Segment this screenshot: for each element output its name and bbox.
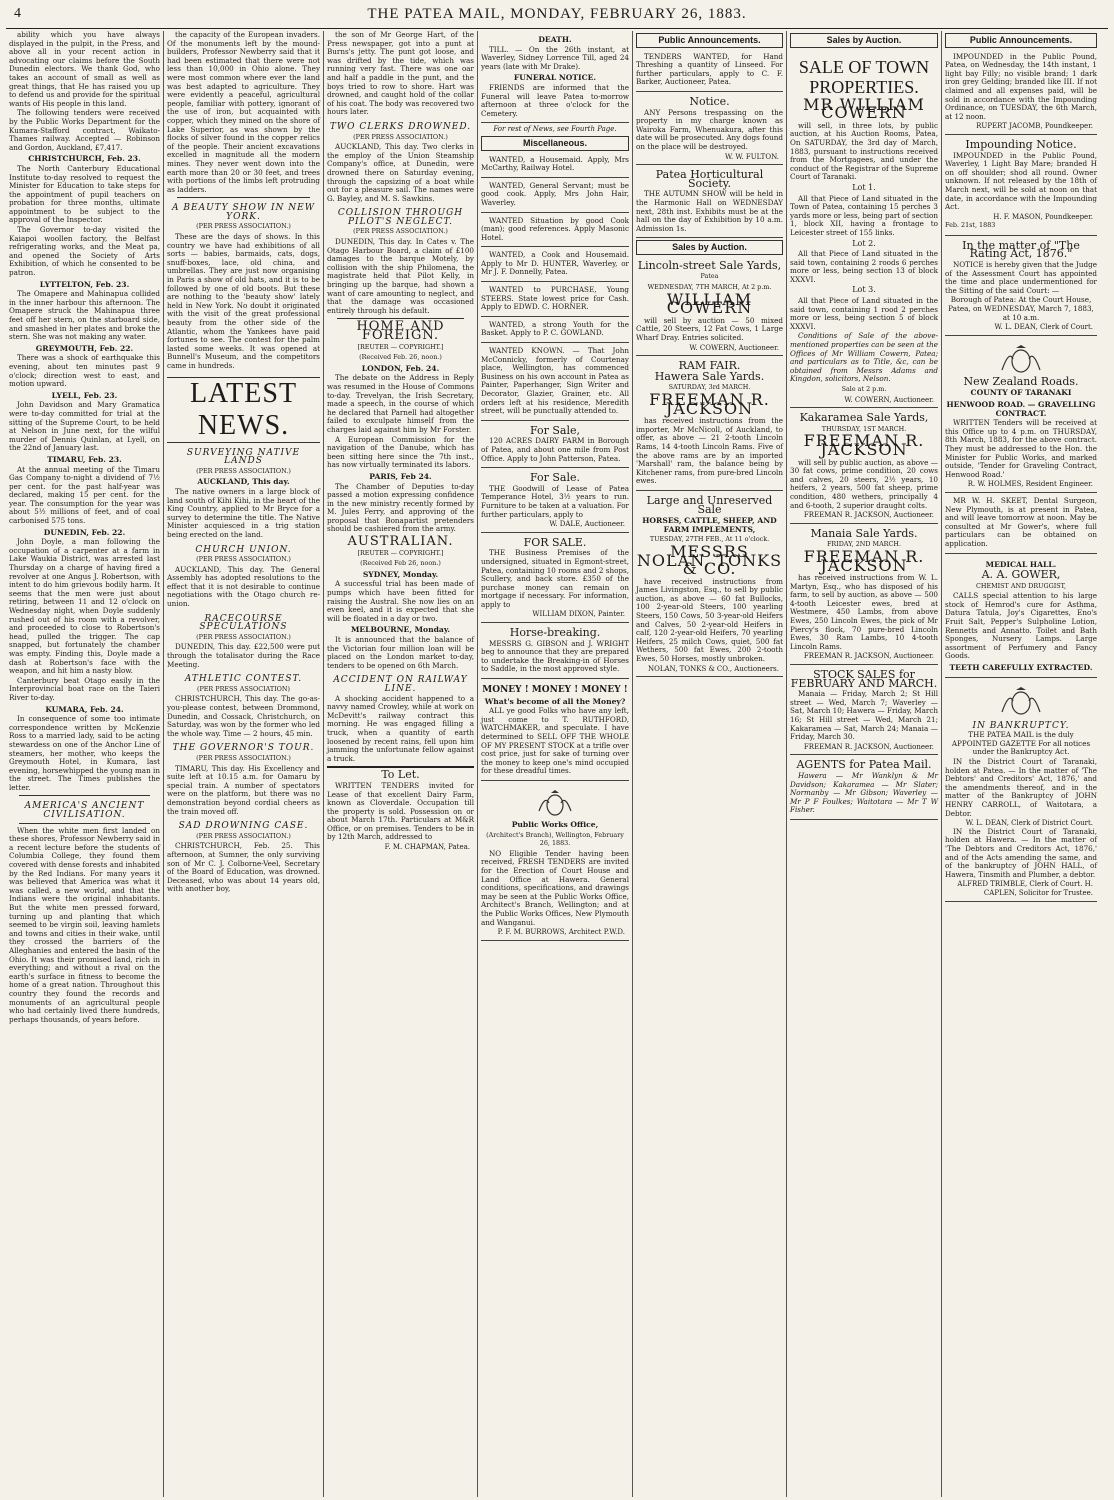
ad-signature: W. L. DEAN, Clerk of District Court. (965, 819, 1093, 828)
article-paragraph: A European Commission for the navigation of the Danube, which has been sitting here since the 7th inst., has now virtually terminated its labors. (327, 434, 474, 470)
dateline: PARIS, Feb 24. (369, 471, 432, 481)
ad-heading: MONEY ! MONEY ! MONEY ! (482, 685, 628, 696)
horticultural-ad (636, 167, 783, 238)
auction-ad (636, 258, 783, 356)
ad-body: Manaia — Friday, March 2; St Hill street — Wed, March 7; Waverley — Sat, March 10; Hawera — Friday, March 16; St Hill street — Wed, March 21; Kakaramea — Sat, March 24; Manaia — Friday, March 30. (790, 689, 938, 742)
impound-notice (945, 137, 1097, 236)
auctioneer-name: FREEMAN R. JACKSON (649, 390, 770, 418)
ad-body: NO Eligible Tender having been received, FRESH TENDERS are invited for the Erection of Court House and Land Office at Hawera. General conditions, specifications, and drawings may be seen at the Public Works Office, Architect's Branch, Wellington; and at the Public Works Offices, New Plymouth and Wanganui. (481, 848, 629, 927)
ad-body: 120 ACRES DAIRY FARM in Borough of Patea, and about one mile from Post Office. Apply to John Patterson, Patea. (481, 436, 629, 463)
ad-subheading: What's become of all the Money? (484, 696, 626, 706)
horse-breaking-ad (481, 625, 629, 679)
ad-heading: Public Works Office, (511, 819, 599, 829)
press-credit: (PER PRESS ASSOCIATION.) (196, 632, 291, 641)
ad-body: MESSRS G. GIBSON and J. WRIGHT beg to announce that they are prepared to undertake the Breaking-in of Horses to Saddle, in the most approved style. (481, 638, 629, 674)
auction-ad (636, 493, 783, 677)
ad-body: WANTED, a Cook and Housemaid. Apply to Mr D. HUNTER, Waverley, or Mr J. F. Donnelly, Patea. (481, 250, 629, 277)
ad-body: THE AUTUMN SHOW will be held in the Harmonic Hall on WEDNESDAY next, 28th inst. Exhibits must be at the hall on the day of Exhibition by 10 a.m. Admission 1s. (636, 189, 783, 233)
ad-body: WANTED, General Servant; must be good cook. Apply, Mrs John Hair, Waverley. (481, 180, 629, 207)
ad-body: will sell, in three lots, by public auction, at his Auction Rooms, Patea, On SATURDAY, the 3rd day of March, 1883, pursuant to instructions received from the Mortgagees, and under the conduct of the Registrar of the Supreme Court of Taranaki. (790, 120, 938, 182)
column-4 (478, 31, 633, 1497)
column-6 (787, 31, 942, 1497)
article-headline: ATHLETIC CONTEST. (184, 674, 303, 685)
press-credit: (PER PRESS ASSOCIATION.) (196, 555, 291, 564)
article-paragraph: ability which you have always displayed in the pulpit, in the Press, and above all in your recent action in advocating our claims before the South Dunedin electors. We thank God, who takes an account of small as well as great things, that He has raised you up to defend us and provide for the spiritual wants of His people in this land. (9, 31, 160, 108)
section-heading: Sales by Auction. (790, 33, 938, 48)
australian-headline: AUSTRALIAN. (347, 534, 454, 550)
ad-heading: AGENTS for Patea Mail. (796, 758, 932, 772)
press-credit: (PER PRESS ASSOCIATION.) (196, 466, 291, 475)
public-works-ad (481, 783, 629, 941)
notice-heading: DEATH. (538, 35, 572, 44)
ad-detail: Borough of Patea: At the Court House, Patea, on WEDNESDAY, March 7, 1883, at 10 a.m. (948, 295, 1094, 322)
ad-heading: Manaia Sale Yards. (810, 526, 918, 540)
ad-body: TENDERS WANTED, for Hand Threshing a quantity of Linseed. For further particulars, apply to C. F. Barker, Auctioneer, Patea. (636, 51, 783, 87)
article-headline: CHURCH UNION. (195, 544, 292, 555)
press-credit: (PER PRESS ASSOCIATION) (196, 684, 291, 693)
auctioneer-name: MESSRS NOLAN, TONKS & CO. (636, 541, 783, 579)
article-paragraph: The Governor to-day visited the Kaiapoi woollen factory, the Belfast refrigerating works, and the Meat pa, and opened the Society of Arts Exhibition, of which he consented to be patron. (9, 225, 160, 278)
divider (177, 197, 310, 198)
ad-body: has received instructions from the importer, Mr McNicoll, of Auckland, to offer, as above — 21 2-tooth Lincoln Rams, 14 4-tooth Lincoln Rams. Five of the above rams are by an imported 'Marshall' ram, the balance being by Kitchener rams, from pure-bred Lincoln ewes. (636, 416, 783, 486)
column-2 (164, 31, 324, 1497)
dateline: MELBOURNE, Monday. (350, 625, 451, 635)
auction-ad (790, 526, 938, 665)
ad-subheading: CHEMIST AND DRUGGIST, (975, 581, 1067, 590)
classified-ad (481, 284, 629, 317)
ad-body: WANTED to PURCHASE, Young STEERS. State lowest price for Cash. Apply to EDWD. C. HORNER. (481, 285, 629, 312)
article-paragraph: John Doyle, a man following the occupation of a carpenter at a farm in Lake Waukia District, was arrested last Thursday on a charge of having fired a revolver at one Angus J. Robertson, with intent to do him grievous bodily harm. It seems that the men were just about retiring, between 11 and 12 o'clock on Wednesday night, when Doyle suddenly rushed out of his room with a revolver, and proceeded to close to Robertson's head, pulled the trigger. The cap snapped, but fortunately the chamber was empty. Finding this, Doyle made a dash at Robertson's face with the weapon, and hit him a nasty blow. (9, 537, 160, 676)
article-paragraph: In consequence of some too intimate correspondence written by McKenzie Ross to a married lady, said to be acting stewardess on one of the Anchor Line of steamers, her mother, who keeps the Greymouth Hotel, in Kumara, last evening, horsewhipped the young man in the street. The Times publishes the letter. (9, 714, 160, 792)
press-credit: (PER PRESS ASSOCIATION.) (196, 753, 291, 762)
ad-signature: W. L. DEAN, Clerk of Court. (994, 323, 1093, 332)
agents-ad (790, 757, 938, 820)
article-paragraph: The debate on the Address in Reply was resumed in the House of Commons to-day. Trevelyan, the Irish Secretary, made a speech, in the course of which he declared that Parnell had altogether failed to exculpate himself from the charges laid against him by Mr Forster. (327, 373, 474, 434)
ad-body: IMPOUNDED in the Public Pound, Patea, on Wednesday, the 14th instant, 1 light bay Filly; no visible brand; 1 dark iron grey Gelding; branded like III. If not claimed and all expenses paid, will be sold in accordance with the Impounding Ordinance, on TUESDAY, the 6th March, at 12 noon. (945, 51, 1097, 121)
ad-body: have received instructions from James Livingston, Esq., to sell by public auction, as above — 60 fat Bullocks, 100 2-year-old Steers, 100 yearling Steers, 150 Cows, 50 3-year-old Heifers and Calves, 50 2-year-old Heifers in calf, 120 2-year-old Heifers, 70 yearling Heifers, 25 milch Cows, quiet, 500 fat Wethers, 500 fat Ewes, 200 2-tooth Ewes, 50 Horses, mostly unbroken. (636, 576, 783, 664)
article-paragraph: There was a shock of earthquake this evening, about ten minutes past 9 o'clock; direction west to east, and motion upward. (9, 353, 160, 389)
section-heading: Miscellaneous. (481, 136, 629, 151)
press-credit: (PER PRESS ASSOCIATION.) (196, 831, 291, 840)
column-7 (942, 31, 1100, 1497)
column-1 (6, 31, 164, 1497)
lot-heading: Lot 1. (852, 182, 876, 192)
roads-notice (945, 338, 1097, 493)
classified-ad (481, 154, 629, 178)
ad-body: will sell by auction — 50 mixed Cattle, 20 Steers, 12 Fat Cows, 1 Large Wharf Dray. Entries solicited. (636, 315, 783, 343)
for-sale-ad (481, 423, 629, 468)
article-paragraph: The Chamber of Deputies to-day passed a motion expressing confidence in the new ministry recently formed by M. Jules Ferry, and approving of the proposal that Bonapartist pretenders should be cashiered from the army. (327, 481, 474, 534)
ad-heading: RAM FAIR. (678, 359, 741, 373)
sale-date: TUESDAY, 27TH FEB., At 11 o'clock. (649, 535, 770, 544)
article-paragraph: DUNEDIN, This day. In Cates v. The Otago Harbour Board, a claim of £100 damages to the barque Motely, by collision with the ship Philomena, the magistrate held that Pilot Kelly, in bringing up the barque, had shown a want of care amounting to neglect, and that the damage was occasioned entirely through his default. (327, 237, 474, 315)
lot-body: All that Piece of Land situated in the said town, containing 1 rood 2 perches more or less, being section 5 of block XXXVI. (790, 296, 938, 331)
column-5 (633, 31, 787, 1497)
article-headline: SURVEYING NATIVE LANDS (186, 447, 301, 467)
article-paragraph: Canterbury beat Otago easily in the Interprovincial boat race on the Taieri River to-day. (9, 675, 160, 702)
sale-date: THURSDAY, 1ST MARCH. (821, 424, 907, 433)
ad-heading: SALE OF TOWN PROPERTIES. (798, 56, 930, 97)
ad-heading: For Sale, (529, 423, 581, 437)
town-properties-ad (790, 51, 938, 409)
dateline: SYDNEY, Monday. (362, 569, 439, 579)
latest-news-banner: LATEST NEWS. (167, 377, 320, 443)
ad-heading: Patea Horticultural Society. (655, 168, 764, 190)
notice-date: Feb. 21st, 1883 (945, 221, 996, 230)
ad-signature: W. COWERN, Auctioneer. (844, 395, 934, 404)
columns (6, 31, 1108, 1497)
ad-subheading: COUNTY OF TARANAKI (970, 388, 1072, 398)
gazette-note: THE PATEA MAIL is the duly APPOINTED GAZETTE For all notices under the Bankruptcy Act. (951, 730, 1091, 757)
article-headline: ACCIDENT ON RAILWAY LINE. (333, 675, 468, 694)
ad-signature: R. W. HOLMES, Resident Engineer. (967, 480, 1093, 489)
classified-ad (481, 345, 629, 421)
column-3 (324, 31, 478, 1497)
press-credit: (PER PRESS ASSOCIATION.) (353, 227, 448, 236)
ad-body: Hawera — Mr Wanklyn & Mr Davidson; Kakaramea — Mr Slater; Normanby — Mr Gibson; Waverley — Mr P F Foulkes; Waitotara — Mr T W Fisher. (790, 770, 938, 815)
medical-hall-ad (945, 556, 1097, 678)
divider (19, 795, 150, 796)
ad-body: THE Business Premises of the undersigned, situated in Egmont-street, Patea, containing 10 rooms and 2 shops, Scullery, and back store. £350 of the purchase money can remain on mortgage if necessary. For information, apply to (481, 548, 629, 609)
article-headline: A BEAUTY SHOW IN NEW YORK. (172, 203, 315, 222)
ad-signature: FREEMAN R. JACKSON, Auctioneer. (803, 511, 934, 520)
ad-heading: Lincoln-street Sale Yards, (637, 258, 782, 272)
ad-body: WANTED, a Housemaid. Apply, Mrs McCarthy, Railway Hotel. (481, 154, 629, 173)
dateline: LYTTELTON, Feb. 23. (39, 279, 130, 289)
money-ad (481, 681, 629, 781)
article-paragraph: the capacity of the European invaders. Of the monuments left by the mound-builders, Professor Newberry said that it had been estimated that there were not less than 10,000 in Ohio alone. They were most common where ever the land was best adapted to agriculture. They were evidently a peaceful, agricultural people, familiar with pottery, ignorant of the use of iron, but acquainted with copper, which they mined on the shore of Lake Superior, as was shown by the flocks of silver found in the copper relics of the people. Their ancient excavations excelled in magnitude all the modern mines. They never went down into the earth more than 20 or 30 feet, and trees with portions of the limbs left protruding as ladders. (167, 31, 320, 194)
ad-signature: FREEMAN R. JACKSON, Auctioneer. (803, 652, 934, 661)
article-paragraph: It is announced that the balance of the Victorian four million loan will be placed on the London market to-day, tenders to be opened on 6th March. (327, 635, 474, 670)
article-paragraph: the son of Mr George Hart, of the Press newspaper, got into a punt at Burns's jetty. The punt got loose, and was drifted by the tide, which was running very fast. There was one oar and half a paddle in the punt, and the boys tried to row to shore. Hart was drowned, and caught hold of the collar of his coat. The body was recovered two hours later. (327, 31, 474, 117)
dateline: CHRISTCHURCH, Feb. 23. (28, 154, 141, 164)
ad-signature: RUPERT JACOMB, Poundkeeper. (976, 122, 1093, 131)
coat-of-arms-icon (535, 789, 575, 817)
ad-body: MR W. H. SKEET, Dental Surgeon, New Plymouth, is at present in Patea, and will leave tomorrow at noon. May be consulted at Mr Gower's, where full particulars can be obtained on application. (945, 495, 1097, 548)
article-paragraph: A shocking accident happened to a navvy named Crowley, while at work on McDevitt's railway contract this morning. He was engaged filling a truck, when a quantity of earth loosened by recent rains, fell upon him jamming the unfortunate fellow against a truck. (327, 693, 474, 763)
article-paragraph: AUCKLAND, This day. The General Assembly has adopted resolutions to the effect that it is not desirable to continue negotiations with the Otago church re-union. (167, 564, 320, 609)
article-paragraph: John Davidson and Mary Gramatica were to-day committed for trial at the sitting of the Supreme Court, to be held at Nelson in June next, for the wilful murder of Dennis Quinlan, at Lyell, on the 22nd of January last. (9, 400, 160, 453)
article-paragraph: The North Canterbury Educational Institute to-day resolved to request the Minister for Education to take steps for the appointment of pupil teachers on probation for three months, ultimate appointment to be subject to the approval of the Inspector. (9, 163, 160, 225)
ad-heading: Large and Unreserved Sale (646, 493, 773, 516)
ad-body: NOTICE is hereby given that the Judge of the Assessment Court has appointed the time and place undermentioned for the Sitting of the said Court: — (945, 260, 1097, 295)
ad-subheading: (Architect's Branch), Wellington, February 26, 1883. (486, 830, 624, 848)
section-heading: Public Announcements. (636, 33, 783, 48)
for-sale-ad (481, 535, 629, 623)
ad-subheading: Patea (700, 272, 719, 281)
ad-signature: NOLAN, TONKS & CO., Auctioneers. (647, 664, 779, 673)
death-notice (481, 31, 629, 123)
ad-signature: ALFRED TRIMBLE, Clerk of Court. H. CAPLEN, Solicitor for Trustee. (957, 880, 1093, 897)
sale-date: SATURDAY, 3rd MARCH. (668, 383, 751, 392)
section-heading: Public Announcements. (945, 33, 1097, 48)
article-headline: SAD DROWNING CASE. (178, 821, 309, 832)
ad-heading: STOCK SALES for FEBRUARY AND MARCH. (790, 668, 938, 690)
article-paragraph: The native owners in a large block of land south of Kihi Kihi, in the heart of the King Country, applied to Mr Bryce for a survey to determine the title. The Native Minister acquiesced in a trig station being erected on the land. (167, 486, 320, 539)
auctioneer-name: FREEMAN R. JACKSON (803, 546, 925, 575)
ad-body: WRITTEN TENDERS invited for Lease of that excellent Dairy Farm, known as Cloverdale. Occupation till the property is sold. Possession on or about March 17th. Particulars at M&R Office, or on premises. Tenders to be in by 12th March, addressed to (327, 780, 474, 842)
ad-body: WANTED, a strong Youth for the Basket. Apply to P. C. GOWLAND. (481, 319, 629, 338)
article-paragraph: At the annual meeting of the Timaru Gas Company to-night a dividend of 7½ per cent. for the past half-year was declared, making 15 per cent. for the year. The consumption for the year was about 5½ millions of feet, and of coal carbonised 575 tons. (9, 464, 160, 526)
bankruptcy-notice (945, 680, 1097, 902)
ad-heading: Impounding Notice. (965, 137, 1077, 151)
ad-heading: Kakaramea Sale Yards, (799, 411, 929, 425)
press-credit: (PER PRESS ASSOCIATION.) (196, 222, 291, 231)
article-headline: COLLISION THROUGH PILOT'S NEGLECT. (337, 208, 464, 227)
stock-sales-ad (790, 667, 938, 755)
ad-body: has received instructions from W. L. Martyn, Esq., who has disposed of his farm, to sell by auction, as above — 500 4-tooth Leicester ewes, bred at Westmere, 450 Lambs, from above Ewes, 250 Lincoln Ewes, the pick of Mr Piercy's flock, 70 pure-bred Lincoln Ewes, 30 Ram Lambs, 10 4-tooth Lincoln Rams. (790, 573, 938, 651)
article-paragraph: A successful trial has been made of pumps which have been fitted for raising the Austral. She now lies on an even keel, and it is expected that she will be floated in a day or two. (327, 579, 474, 623)
ad-body: CALLS special attention to his large stock of Hemrod's cure for Asthma, Datura Tatula, Joy's Cigarettes, Eno's Fruit Salt, Pepper's Sulpholine Lotion, Rennetts and Annatto. Toilet and Bath Sponges, Nursery Lamps. Large assortment of Perfumery and Fancy Goods. (945, 591, 1097, 661)
dental-notice (945, 495, 1097, 554)
auction-ad (636, 358, 783, 491)
sale-date: FRIDAY, 2ND MARCH. (827, 540, 901, 549)
ad-signature: W. COWERN, Auctioneer. (689, 343, 779, 352)
dateline: KUMARA, Feb. 24. (45, 704, 124, 714)
article-paragraph: TIMARU, This day. His Excellency and suite left at 10.15 a.m. for Oamaru by special train. A number of spectators were on the platform, but there was no demonstration beyond cordial cheers as the train moved off. (167, 763, 320, 816)
chemist-name: A. A. GOWER, (981, 568, 1061, 582)
notice-ad (636, 94, 783, 165)
article-paragraph: When the white men first landed on these shores, Professor Newberry said in a recent lecture before the students of Columbia College, they found them covered with dense forests and inhabited by the Red Indians. For many years it was believed that America was what it was called, a new world, and that the Indians were the original inhabitants. But the white men pressed forward, turning up and planting that which seemed to be virgin soil, leaving hamlets and towns and cities in their wake, until they crossed the barriers of the Alleghanies and entered the basin of the Ohio. It was their promised land, rich in everything; and without a rival on the earth's surface in fitness to become the home of a great nation. Throughout this country they found the records and monuments of an agricultural people who had certainly lived there hundreds, perhaps thousands, of years before. (9, 825, 160, 1024)
lot-heading: Lot 2. (852, 238, 876, 248)
ad-heading: For Sale. (529, 471, 581, 485)
article-paragraph: The Omapere and Mahinapua collided in the inner harbour this afternoon. The Omapere struck the Mahinapua three feet off her stern, on the starboard side, and smashed in her plates and broke the stern. She was not making any water. (9, 289, 160, 342)
ad-heading: New Zealand Roads. (963, 374, 1079, 388)
ad-body: WANTED KNOWN. — That John McConnicky, formerly of Courtenay place, Wellington, has commenced Business on his own account in Patea as Painter, Paperhanger, Sign Writer and Decorator, Glazier, Grainer, etc. All orders left at his residence, Meredith street, will be punctually attended to. (481, 346, 629, 416)
ad-heading: MEDICAL HALL. (985, 559, 1057, 569)
reuter-credit: [REUTER — COPYRIGHT.] (357, 342, 444, 351)
ad-signature: W. W. FULTON. (725, 152, 779, 161)
ad-signature: W. DALE, Auctioneer. (549, 520, 625, 529)
classified-ad (481, 215, 629, 248)
rating-act-notice (945, 238, 1097, 336)
home-foreign-headline: HOME AND FOREIGN. (356, 319, 445, 343)
dateline: DUNEDIN, Feb. 22. (43, 527, 126, 537)
ad-body: WRITTEN Tenders will be received at this Office up to 4 p.m. on THURSDAY, 8th March, 1883, for the above contract. They must be addressed to the Hon. the Minister for Public Works, and marked outside, 'Tender for Graveling Contract, Henwood Road.' (945, 418, 1097, 479)
ad-heading: Notice. (689, 94, 730, 108)
ad-signature: P. F. M. BURROWS, Architect P.W.D. (497, 928, 625, 937)
article-paragraph: CHRISTCHURCH, This day. The go-as-you-please contest, between Drommond, Dunedin, and Cossack, Christchurch, on Saturday, was won by the former who led the whole way. Time — 2 hours, 45 min. (167, 694, 320, 738)
article-headline: THE GOVERNOR'S TOUR. (172, 743, 315, 754)
section-heading: Sales by Auction. (636, 240, 783, 255)
press-credit: (PER PRESS ASSOCIATION.) (353, 132, 448, 141)
dateline: TIMARU, Feb. 23. (47, 454, 122, 464)
continued-note: For rest of News, see Fourth Page. (493, 125, 617, 134)
masthead (6, 0, 1108, 29)
article-paragraph: CHRISTCHURCH, Feb. 25. This afternoon, at Sumner, the only surviving son of Mr C. J. Colborne-Veel, Secretary of the Board of Education, was drowned. Deceased, who was about 14 years old, with another boy, (167, 841, 320, 894)
dateline: LONDON, Feb. 24. (361, 363, 440, 373)
ad-heading: Horse-breaking. (509, 626, 601, 640)
masthead-title: THE PATEA MAIL, MONDAY, FEBRUARY 26, 1883. (367, 5, 747, 22)
ad-body: ANY Persons trespassing on the property in my charge known as Wairoka Farm, Whenuakura, after this date will be prosecuted. Any dogs found on the place will be destroyed. (636, 107, 783, 151)
conditions-text: Conditions of Sale of the above-mentioned properties can be seen at the Offices of Mr William Cowern, Patea; and particulars as to Title, &c, can be obtained from Messrs Adams and Kingdon, solicitors, Nelson. (790, 331, 938, 384)
notice-heading: FUNERAL NOTICE. (513, 73, 597, 83)
divider (19, 823, 150, 824)
article-paragraph: The following tenders were received by the Public Works Department for the Kumara-Stafford contract, Waikato-Thames railway. Accepted — Robinson and Gordon, Auckland, £7,417. (9, 108, 160, 152)
auctioneer-name: WILLIAM COWERN (666, 289, 753, 318)
article-paragraph: These are the days of shows. In this country we have had exhibitions of all sorts — babies, barmaids, cats, dogs, snuff-boxes, lace, old china, and umbrellas. They are just now organising in Paris a show of old hats, and it is to be followed by one of old boots. But these are nothing to the 'beauty show' lately held in New York. No doubt it originated with the visit of the great professional beauty from the other side of the Atlantic, whom the Yankees have paid fortunes to see. The contest for the palm lasted some weeks. It was opened at Bunnell's Museum, and the competitors came in hundreds. (167, 232, 320, 370)
classified-ad (481, 249, 629, 282)
ad-footer: TEETH CAREFULLY EXTRACTED. (949, 663, 1093, 673)
received-line: (Received Feb. 26, noon.) (359, 353, 442, 362)
article-headline: TWO CLERKS DROWNED. (329, 121, 472, 132)
ad-heading: Hawera Sale Yards. (654, 369, 765, 383)
ad-subheading: HORSES, CATTLE, SHEEP, AND FARM IMPLEMENTS, (642, 516, 777, 534)
article-paragraph: DUNEDIN, This day. £22,500 were put through the totalisator during the Race Meeting. (167, 642, 320, 669)
ad-body: WANTED Situation by good Cook (man); good references. Apply Masonic Hotel. (481, 215, 629, 242)
dateline: LYELL, Feb. 23. (51, 390, 118, 400)
tender-ad (636, 51, 783, 92)
coat-of-arms-icon (998, 344, 1044, 374)
dateline: GREYMOUTH, Feb. 22. (35, 343, 134, 353)
classified-ad (481, 180, 629, 213)
ad-heading: In the matter of "The Rating Act, 1876." (962, 238, 1080, 261)
sale-time: Sale at 2 p.m. (841, 385, 887, 393)
impound-notice (945, 51, 1097, 135)
ad-body: IN the District Court of Taranaki, holden at Hawera. — In the matter of 'The Debtors and Creditors Act, 1876,' and of the Acts amending the same, and of the bankruptcy of JOHN HALL, of Hawera, Tinsmith and Plumber, a debtor. (945, 826, 1097, 879)
ad-signature: F. M. CHAPMAN, Patea. (384, 843, 470, 852)
royal-arms-icon (998, 686, 1044, 716)
ad-signature: H. F. MASON, Poundkeeper. (993, 212, 1093, 221)
ad-body: will sell by public auction, as above — 30 fat cows, prime condition, 20 cows and calves, 20 steers, 2½ years, 10 heifers, 2 years, 500 fat sheep, prime condition, 480 wethers, principally 4 and 6-tooth, 2 superior draught colts. (790, 457, 938, 510)
received-line: (Received Feb 26, noon.) (360, 559, 441, 568)
ad-heading: FOR SALE. (523, 535, 587, 549)
auctioneer-name: MR WILLIAM COWERN (803, 94, 925, 123)
article-headline: RACECOURSE SPECULATIONS (199, 613, 288, 633)
auction-ad (790, 410, 938, 524)
ad-signature: WILLIAM DIXON, Painter. (532, 610, 625, 619)
sale-date: WEDNESDAY, 7TH MARCH, At 2 p.m. (647, 283, 772, 292)
auctioneer-name: FREEMAN R. JACKSON (803, 431, 925, 459)
ad-body: IMPOUNDED in the Public Pound, Waverley, 1 Light Bay Mare; branded H on off shoulder; shod all round. Owner unknown. If not released by the 18th of March next, will be sold at noon on that date, in accordance with the Impounding Act. (945, 150, 1097, 212)
to-let-heading: To Let. (381, 768, 420, 782)
dateline: AUCKLAND, This day. (197, 477, 290, 487)
ad-body: IN the District Court of Taranaki, holden at Patea. — In the matter of 'The Debtors' and Creditors' Act, 1876,' and the amendments thereof, and in the matter of the Bankruptcy of JOHN HENRY CARROLL, of Waitotara, a Debtor. (945, 757, 1097, 818)
ad-signature: FREEMAN R. JACKSON, Auctioneer. (803, 742, 934, 751)
notice-body: TILL. — On the 26th instant, at Waverley, Sidney Lorrence Till, aged 24 years (late with Mr Drake). (481, 44, 629, 71)
article-paragraph: AUCKLAND, This day. Two clerks in the employ of the Union Steamship Company's office, at Dunedin, were drowned there on Saturday evening, through the capsizing of a boat while out for a pleasure sail. The names were G. Bayley, and M. S. Sawkins. (327, 142, 474, 203)
lot-heading: Lot 3. (852, 285, 876, 295)
page-number: 4 (14, 6, 22, 21)
ad-body: ALL ye good Folks who have any left, just come to T. RUTHFORD, WATCHMAKER, and speculate. I have determined to SELL OFF THE WHOLE OF MY PRESENT STOCK at a trifle over cost price, just for sake of turning over the money to keep one's mind occupied for these dreadful times. (481, 706, 629, 776)
article-headline: AMERICA'S ANCIENT CIVILISATION. (24, 801, 145, 821)
classified-ad (481, 319, 629, 343)
for-sale-ad (481, 470, 629, 533)
lot-body: All that Piece of Land situated in the said town, containing 2 roods 6 perches more or less, being section 13 of block XXXVI. (790, 249, 938, 284)
ad-subheading: HENWOOD ROAD. — GRAVELLING CONTRACT. (946, 400, 1096, 418)
ad-heading: IN BANKRUPTCY. (972, 720, 1070, 731)
ad-body: THE Goodwill of Lease of Patea Temperance Hotel, 3½ years to run. Furniture to be taken at a valuation. For further particulars, apply to (481, 483, 629, 519)
reuter-credit: [REUTER — COPYRIGHT.] (357, 548, 444, 557)
lot-body: All that Piece of Land situated in the Town of Patea, containing 15 perches 3 yards more or less, being part of section 1, block XII, having a frontage to Leicester street of 155 links. (790, 193, 938, 237)
notice-body: FRIENDS are informed that the Funeral will leave Patea to-morrow afternoon at three o'clock for the Cemetery. (481, 82, 629, 118)
